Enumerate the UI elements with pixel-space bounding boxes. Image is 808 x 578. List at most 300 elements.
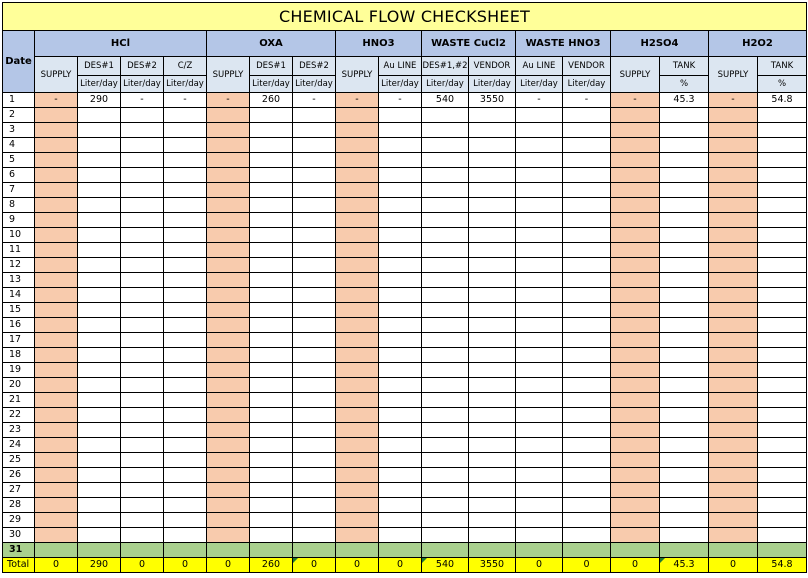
entry-cell[interactable] xyxy=(516,453,563,468)
entry-cell[interactable] xyxy=(164,273,207,288)
entry-cell[interactable] xyxy=(250,528,293,543)
entry-cell[interactable] xyxy=(660,288,709,303)
entry-cell[interactable] xyxy=(563,123,611,138)
entry-cell[interactable] xyxy=(379,513,422,528)
entry-cell[interactable] xyxy=(563,483,611,498)
entry-cell[interactable] xyxy=(611,423,660,438)
entry-cell[interactable] xyxy=(516,168,563,183)
entry-cell[interactable] xyxy=(35,303,78,318)
entry-cell[interactable] xyxy=(379,123,422,138)
entry-cell[interactable] xyxy=(35,213,78,228)
entry-cell[interactable] xyxy=(164,363,207,378)
entry-cell[interactable] xyxy=(516,183,563,198)
entry-cell[interactable] xyxy=(250,468,293,483)
entry-cell[interactable] xyxy=(207,213,250,228)
entry-cell[interactable] xyxy=(78,243,121,258)
entry-cell[interactable] xyxy=(336,363,379,378)
entry-cell[interactable] xyxy=(709,258,758,273)
entry-cell[interactable] xyxy=(469,408,516,423)
entry-cell[interactable] xyxy=(293,168,336,183)
entry-cell[interactable] xyxy=(164,183,207,198)
entry-cell[interactable] xyxy=(207,198,250,213)
entry-cell[interactable] xyxy=(207,138,250,153)
entry-cell[interactable] xyxy=(336,333,379,348)
entry-cell[interactable] xyxy=(563,378,611,393)
entry-cell[interactable] xyxy=(35,183,78,198)
entry-cell[interactable] xyxy=(469,393,516,408)
entry-cell[interactable] xyxy=(78,153,121,168)
entry-cell[interactable] xyxy=(293,183,336,198)
entry-cell[interactable] xyxy=(164,288,207,303)
entry-cell[interactable] xyxy=(336,453,379,468)
entry-cell[interactable] xyxy=(121,498,164,513)
entry-cell[interactable] xyxy=(35,153,78,168)
entry-cell[interactable] xyxy=(422,303,469,318)
entry-cell[interactable] xyxy=(422,453,469,468)
entry-cell[interactable] xyxy=(660,348,709,363)
entry-cell[interactable] xyxy=(611,243,660,258)
entry-cell[interactable] xyxy=(758,378,807,393)
entry-cell[interactable] xyxy=(293,408,336,423)
entry-cell[interactable] xyxy=(336,153,379,168)
entry-cell[interactable] xyxy=(164,303,207,318)
entry-cell[interactable] xyxy=(250,123,293,138)
entry-cell[interactable] xyxy=(121,468,164,483)
entry-cell[interactable] xyxy=(611,333,660,348)
entry-cell[interactable] xyxy=(78,213,121,228)
entry-cell[interactable] xyxy=(207,333,250,348)
entry-cell[interactable] xyxy=(164,498,207,513)
entry-cell[interactable] xyxy=(78,303,121,318)
entry-cell[interactable] xyxy=(164,393,207,408)
entry-cell[interactable] xyxy=(164,348,207,363)
entry-cell[interactable] xyxy=(336,243,379,258)
entry-cell[interactable] xyxy=(35,198,78,213)
entry-cell[interactable]: 260 xyxy=(250,93,293,108)
entry-cell[interactable] xyxy=(379,348,422,363)
entry-cell[interactable] xyxy=(250,153,293,168)
entry-cell[interactable] xyxy=(611,108,660,123)
entry-cell[interactable] xyxy=(121,138,164,153)
entry-cell[interactable] xyxy=(469,303,516,318)
entry-cell[interactable] xyxy=(469,363,516,378)
entry-cell[interactable] xyxy=(379,303,422,318)
entry-cell[interactable] xyxy=(336,213,379,228)
entry-cell[interactable] xyxy=(422,288,469,303)
entry-cell[interactable] xyxy=(121,183,164,198)
entry-cell[interactable] xyxy=(469,123,516,138)
entry-cell[interactable] xyxy=(78,528,121,543)
entry-cell[interactable] xyxy=(121,123,164,138)
entry-cell[interactable] xyxy=(660,333,709,348)
entry-cell[interactable] xyxy=(516,213,563,228)
entry-cell[interactable] xyxy=(78,108,121,123)
entry-cell[interactable] xyxy=(660,258,709,273)
entry-cell[interactable] xyxy=(611,363,660,378)
entry-cell[interactable] xyxy=(250,108,293,123)
entry-cell[interactable] xyxy=(469,258,516,273)
entry-cell[interactable] xyxy=(207,468,250,483)
entry-cell[interactable] xyxy=(207,408,250,423)
entry-cell[interactable] xyxy=(293,528,336,543)
entry-cell[interactable] xyxy=(709,183,758,198)
entry-cell[interactable] xyxy=(660,138,709,153)
entry-cell[interactable] xyxy=(422,363,469,378)
entry-cell[interactable] xyxy=(35,363,78,378)
entry-cell[interactable] xyxy=(563,198,611,213)
entry-cell[interactable] xyxy=(563,498,611,513)
entry-cell[interactable]: - xyxy=(207,93,250,108)
entry-cell[interactable] xyxy=(293,483,336,498)
entry-cell[interactable] xyxy=(758,258,807,273)
entry-cell[interactable] xyxy=(35,348,78,363)
entry-cell[interactable] xyxy=(250,483,293,498)
entry-cell[interactable] xyxy=(563,138,611,153)
entry-cell[interactable] xyxy=(660,378,709,393)
entry-cell[interactable] xyxy=(758,408,807,423)
entry-cell[interactable] xyxy=(611,228,660,243)
entry-cell[interactable] xyxy=(469,168,516,183)
entry-cell[interactable] xyxy=(563,348,611,363)
entry-cell[interactable] xyxy=(78,393,121,408)
entry-cell[interactable] xyxy=(78,333,121,348)
entry-cell[interactable] xyxy=(379,438,422,453)
entry-cell[interactable] xyxy=(164,543,207,558)
entry-cell[interactable] xyxy=(336,468,379,483)
entry-cell[interactable] xyxy=(164,438,207,453)
entry-cell[interactable] xyxy=(336,183,379,198)
entry-cell[interactable] xyxy=(336,123,379,138)
entry-cell[interactable]: - xyxy=(164,93,207,108)
entry-cell[interactable] xyxy=(250,168,293,183)
entry-cell[interactable] xyxy=(379,393,422,408)
entry-cell[interactable] xyxy=(469,198,516,213)
entry-cell[interactable] xyxy=(469,438,516,453)
entry-cell[interactable] xyxy=(121,393,164,408)
entry-cell[interactable] xyxy=(611,198,660,213)
entry-cell[interactable] xyxy=(660,408,709,423)
entry-cell[interactable] xyxy=(336,378,379,393)
entry-cell[interactable] xyxy=(469,543,516,558)
entry-cell[interactable] xyxy=(660,483,709,498)
entry-cell[interactable] xyxy=(336,273,379,288)
entry-cell[interactable] xyxy=(611,378,660,393)
entry-cell[interactable] xyxy=(207,393,250,408)
entry-cell[interactable] xyxy=(563,318,611,333)
entry-cell[interactable] xyxy=(516,468,563,483)
entry-cell[interactable] xyxy=(379,213,422,228)
entry-cell[interactable] xyxy=(35,318,78,333)
entry-cell[interactable] xyxy=(660,363,709,378)
entry-cell[interactable] xyxy=(422,378,469,393)
entry-cell[interactable] xyxy=(121,483,164,498)
entry-cell[interactable] xyxy=(422,513,469,528)
entry-cell[interactable] xyxy=(293,468,336,483)
entry-cell[interactable] xyxy=(207,498,250,513)
entry-cell[interactable] xyxy=(293,213,336,228)
entry-cell[interactable] xyxy=(293,243,336,258)
entry-cell[interactable] xyxy=(469,333,516,348)
entry-cell[interactable] xyxy=(758,273,807,288)
entry-cell[interactable] xyxy=(35,228,78,243)
entry-cell[interactable] xyxy=(516,258,563,273)
entry-cell[interactable] xyxy=(758,363,807,378)
entry-cell[interactable] xyxy=(709,498,758,513)
entry-cell[interactable] xyxy=(207,123,250,138)
entry-cell[interactable] xyxy=(611,483,660,498)
entry-cell[interactable] xyxy=(35,483,78,498)
entry-cell[interactable] xyxy=(611,288,660,303)
entry-cell[interactable]: - xyxy=(709,93,758,108)
entry-cell[interactable] xyxy=(336,543,379,558)
entry-cell[interactable]: 54.8 xyxy=(758,93,807,108)
entry-cell[interactable]: - xyxy=(611,93,660,108)
entry-cell[interactable] xyxy=(611,528,660,543)
entry-cell[interactable]: - xyxy=(35,93,78,108)
entry-cell[interactable] xyxy=(379,378,422,393)
entry-cell[interactable] xyxy=(469,153,516,168)
entry-cell[interactable] xyxy=(563,408,611,423)
entry-cell[interactable] xyxy=(207,183,250,198)
entry-cell[interactable] xyxy=(207,153,250,168)
entry-cell[interactable] xyxy=(660,528,709,543)
entry-cell[interactable] xyxy=(709,108,758,123)
entry-cell[interactable] xyxy=(563,213,611,228)
entry-cell[interactable] xyxy=(469,273,516,288)
entry-cell[interactable] xyxy=(121,528,164,543)
entry-cell[interactable] xyxy=(207,288,250,303)
entry-cell[interactable] xyxy=(207,303,250,318)
entry-cell[interactable] xyxy=(709,393,758,408)
entry-cell[interactable] xyxy=(164,243,207,258)
entry-cell[interactable] xyxy=(469,108,516,123)
entry-cell[interactable]: - xyxy=(293,93,336,108)
entry-cell[interactable] xyxy=(516,318,563,333)
entry-cell[interactable] xyxy=(293,273,336,288)
entry-cell[interactable] xyxy=(758,183,807,198)
entry-cell[interactable] xyxy=(336,408,379,423)
entry-cell[interactable] xyxy=(78,168,121,183)
entry-cell[interactable] xyxy=(758,198,807,213)
entry-cell[interactable] xyxy=(336,393,379,408)
entry-cell[interactable] xyxy=(250,288,293,303)
entry-cell[interactable] xyxy=(336,498,379,513)
entry-cell[interactable] xyxy=(709,168,758,183)
entry-cell[interactable] xyxy=(250,303,293,318)
entry-cell[interactable] xyxy=(293,228,336,243)
entry-cell[interactable] xyxy=(379,543,422,558)
entry-cell[interactable] xyxy=(35,288,78,303)
entry-cell[interactable] xyxy=(758,108,807,123)
entry-cell[interactable] xyxy=(379,273,422,288)
entry-cell[interactable] xyxy=(709,408,758,423)
entry-cell[interactable] xyxy=(758,513,807,528)
entry-cell[interactable] xyxy=(611,258,660,273)
entry-cell[interactable]: - xyxy=(379,93,422,108)
entry-cell[interactable] xyxy=(336,138,379,153)
entry-cell[interactable] xyxy=(293,378,336,393)
entry-cell[interactable] xyxy=(758,423,807,438)
entry-cell[interactable] xyxy=(121,333,164,348)
entry-cell[interactable] xyxy=(660,393,709,408)
entry-cell[interactable] xyxy=(611,348,660,363)
entry-cell[interactable] xyxy=(758,228,807,243)
entry-cell[interactable] xyxy=(563,333,611,348)
entry-cell[interactable] xyxy=(422,318,469,333)
entry-cell[interactable] xyxy=(379,423,422,438)
entry-cell[interactable] xyxy=(469,213,516,228)
entry-cell[interactable] xyxy=(660,198,709,213)
entry-cell[interactable] xyxy=(293,333,336,348)
entry-cell[interactable] xyxy=(709,438,758,453)
entry-cell[interactable] xyxy=(250,453,293,468)
entry-cell[interactable] xyxy=(516,288,563,303)
entry-cell[interactable] xyxy=(121,198,164,213)
entry-cell[interactable] xyxy=(563,438,611,453)
entry-cell[interactable] xyxy=(78,198,121,213)
entry-cell[interactable] xyxy=(207,348,250,363)
entry-cell[interactable] xyxy=(709,453,758,468)
entry-cell[interactable] xyxy=(516,273,563,288)
entry-cell[interactable] xyxy=(516,198,563,213)
entry-cell[interactable] xyxy=(469,468,516,483)
entry-cell[interactable] xyxy=(78,453,121,468)
entry-cell[interactable] xyxy=(516,363,563,378)
entry-cell[interactable] xyxy=(758,288,807,303)
entry-cell[interactable] xyxy=(758,543,807,558)
entry-cell[interactable] xyxy=(78,348,121,363)
entry-cell[interactable] xyxy=(709,273,758,288)
entry-cell[interactable] xyxy=(207,168,250,183)
entry-cell[interactable] xyxy=(78,123,121,138)
entry-cell[interactable] xyxy=(164,378,207,393)
entry-cell[interactable] xyxy=(422,498,469,513)
entry-cell[interactable] xyxy=(611,303,660,318)
entry-cell[interactable] xyxy=(422,408,469,423)
entry-cell[interactable] xyxy=(121,258,164,273)
entry-cell[interactable] xyxy=(121,213,164,228)
entry-cell[interactable] xyxy=(250,363,293,378)
entry-cell[interactable] xyxy=(611,468,660,483)
entry-cell[interactable] xyxy=(379,528,422,543)
entry-cell[interactable] xyxy=(164,408,207,423)
entry-cell[interactable] xyxy=(516,438,563,453)
entry-cell[interactable] xyxy=(758,468,807,483)
entry-cell[interactable] xyxy=(250,348,293,363)
entry-cell[interactable] xyxy=(563,528,611,543)
entry-cell[interactable] xyxy=(250,198,293,213)
entry-cell[interactable] xyxy=(78,378,121,393)
entry-cell[interactable] xyxy=(516,123,563,138)
entry-cell[interactable] xyxy=(516,378,563,393)
entry-cell[interactable] xyxy=(35,468,78,483)
entry-cell[interactable] xyxy=(293,543,336,558)
entry-cell[interactable] xyxy=(379,138,422,153)
entry-cell[interactable] xyxy=(758,438,807,453)
entry-cell[interactable] xyxy=(121,108,164,123)
entry-cell[interactable] xyxy=(164,138,207,153)
entry-cell[interactable] xyxy=(207,513,250,528)
entry-cell[interactable] xyxy=(379,363,422,378)
entry-cell[interactable] xyxy=(78,318,121,333)
entry-cell[interactable] xyxy=(758,528,807,543)
entry-cell[interactable] xyxy=(250,318,293,333)
entry-cell[interactable] xyxy=(709,528,758,543)
entry-cell[interactable] xyxy=(78,363,121,378)
entry-cell[interactable] xyxy=(121,273,164,288)
entry-cell[interactable] xyxy=(563,168,611,183)
entry-cell[interactable] xyxy=(250,498,293,513)
entry-cell[interactable] xyxy=(121,348,164,363)
entry-cell[interactable] xyxy=(35,123,78,138)
entry-cell[interactable] xyxy=(207,228,250,243)
entry-cell[interactable] xyxy=(336,348,379,363)
entry-cell[interactable] xyxy=(469,378,516,393)
entry-cell[interactable] xyxy=(293,198,336,213)
entry-cell[interactable] xyxy=(250,228,293,243)
entry-cell[interactable] xyxy=(78,288,121,303)
entry-cell[interactable] xyxy=(293,153,336,168)
entry-cell[interactable] xyxy=(709,138,758,153)
entry-cell[interactable] xyxy=(611,213,660,228)
entry-cell[interactable] xyxy=(121,543,164,558)
entry-cell[interactable] xyxy=(35,408,78,423)
entry-cell[interactable] xyxy=(336,318,379,333)
entry-cell[interactable] xyxy=(469,423,516,438)
entry-cell[interactable] xyxy=(293,438,336,453)
entry-cell[interactable] xyxy=(250,543,293,558)
entry-cell[interactable] xyxy=(336,438,379,453)
entry-cell[interactable] xyxy=(379,453,422,468)
entry-cell[interactable] xyxy=(207,378,250,393)
entry-cell[interactable] xyxy=(164,453,207,468)
entry-cell[interactable] xyxy=(660,318,709,333)
entry-cell[interactable] xyxy=(379,333,422,348)
entry-cell[interactable] xyxy=(207,528,250,543)
entry-cell[interactable] xyxy=(563,393,611,408)
entry-cell[interactable] xyxy=(422,243,469,258)
entry-cell[interactable] xyxy=(709,348,758,363)
entry-cell[interactable] xyxy=(164,228,207,243)
entry-cell[interactable] xyxy=(207,243,250,258)
entry-cell[interactable] xyxy=(563,423,611,438)
entry-cell[interactable] xyxy=(121,453,164,468)
entry-cell[interactable] xyxy=(78,543,121,558)
entry-cell[interactable] xyxy=(758,153,807,168)
entry-cell[interactable] xyxy=(709,288,758,303)
entry-cell[interactable] xyxy=(78,408,121,423)
entry-cell[interactable] xyxy=(611,453,660,468)
entry-cell[interactable] xyxy=(660,453,709,468)
entry-cell[interactable] xyxy=(78,423,121,438)
entry-cell[interactable]: 540 xyxy=(422,93,469,108)
entry-cell[interactable] xyxy=(469,483,516,498)
entry-cell[interactable] xyxy=(709,153,758,168)
entry-cell[interactable] xyxy=(250,243,293,258)
entry-cell[interactable] xyxy=(250,138,293,153)
entry-cell[interactable] xyxy=(78,498,121,513)
entry-cell[interactable] xyxy=(293,348,336,363)
entry-cell[interactable] xyxy=(563,513,611,528)
entry-cell[interactable] xyxy=(35,453,78,468)
entry-cell[interactable] xyxy=(379,408,422,423)
entry-cell[interactable] xyxy=(207,438,250,453)
entry-cell[interactable] xyxy=(207,258,250,273)
entry-cell[interactable] xyxy=(758,243,807,258)
entry-cell[interactable] xyxy=(516,348,563,363)
entry-cell[interactable] xyxy=(660,438,709,453)
entry-cell[interactable] xyxy=(35,138,78,153)
